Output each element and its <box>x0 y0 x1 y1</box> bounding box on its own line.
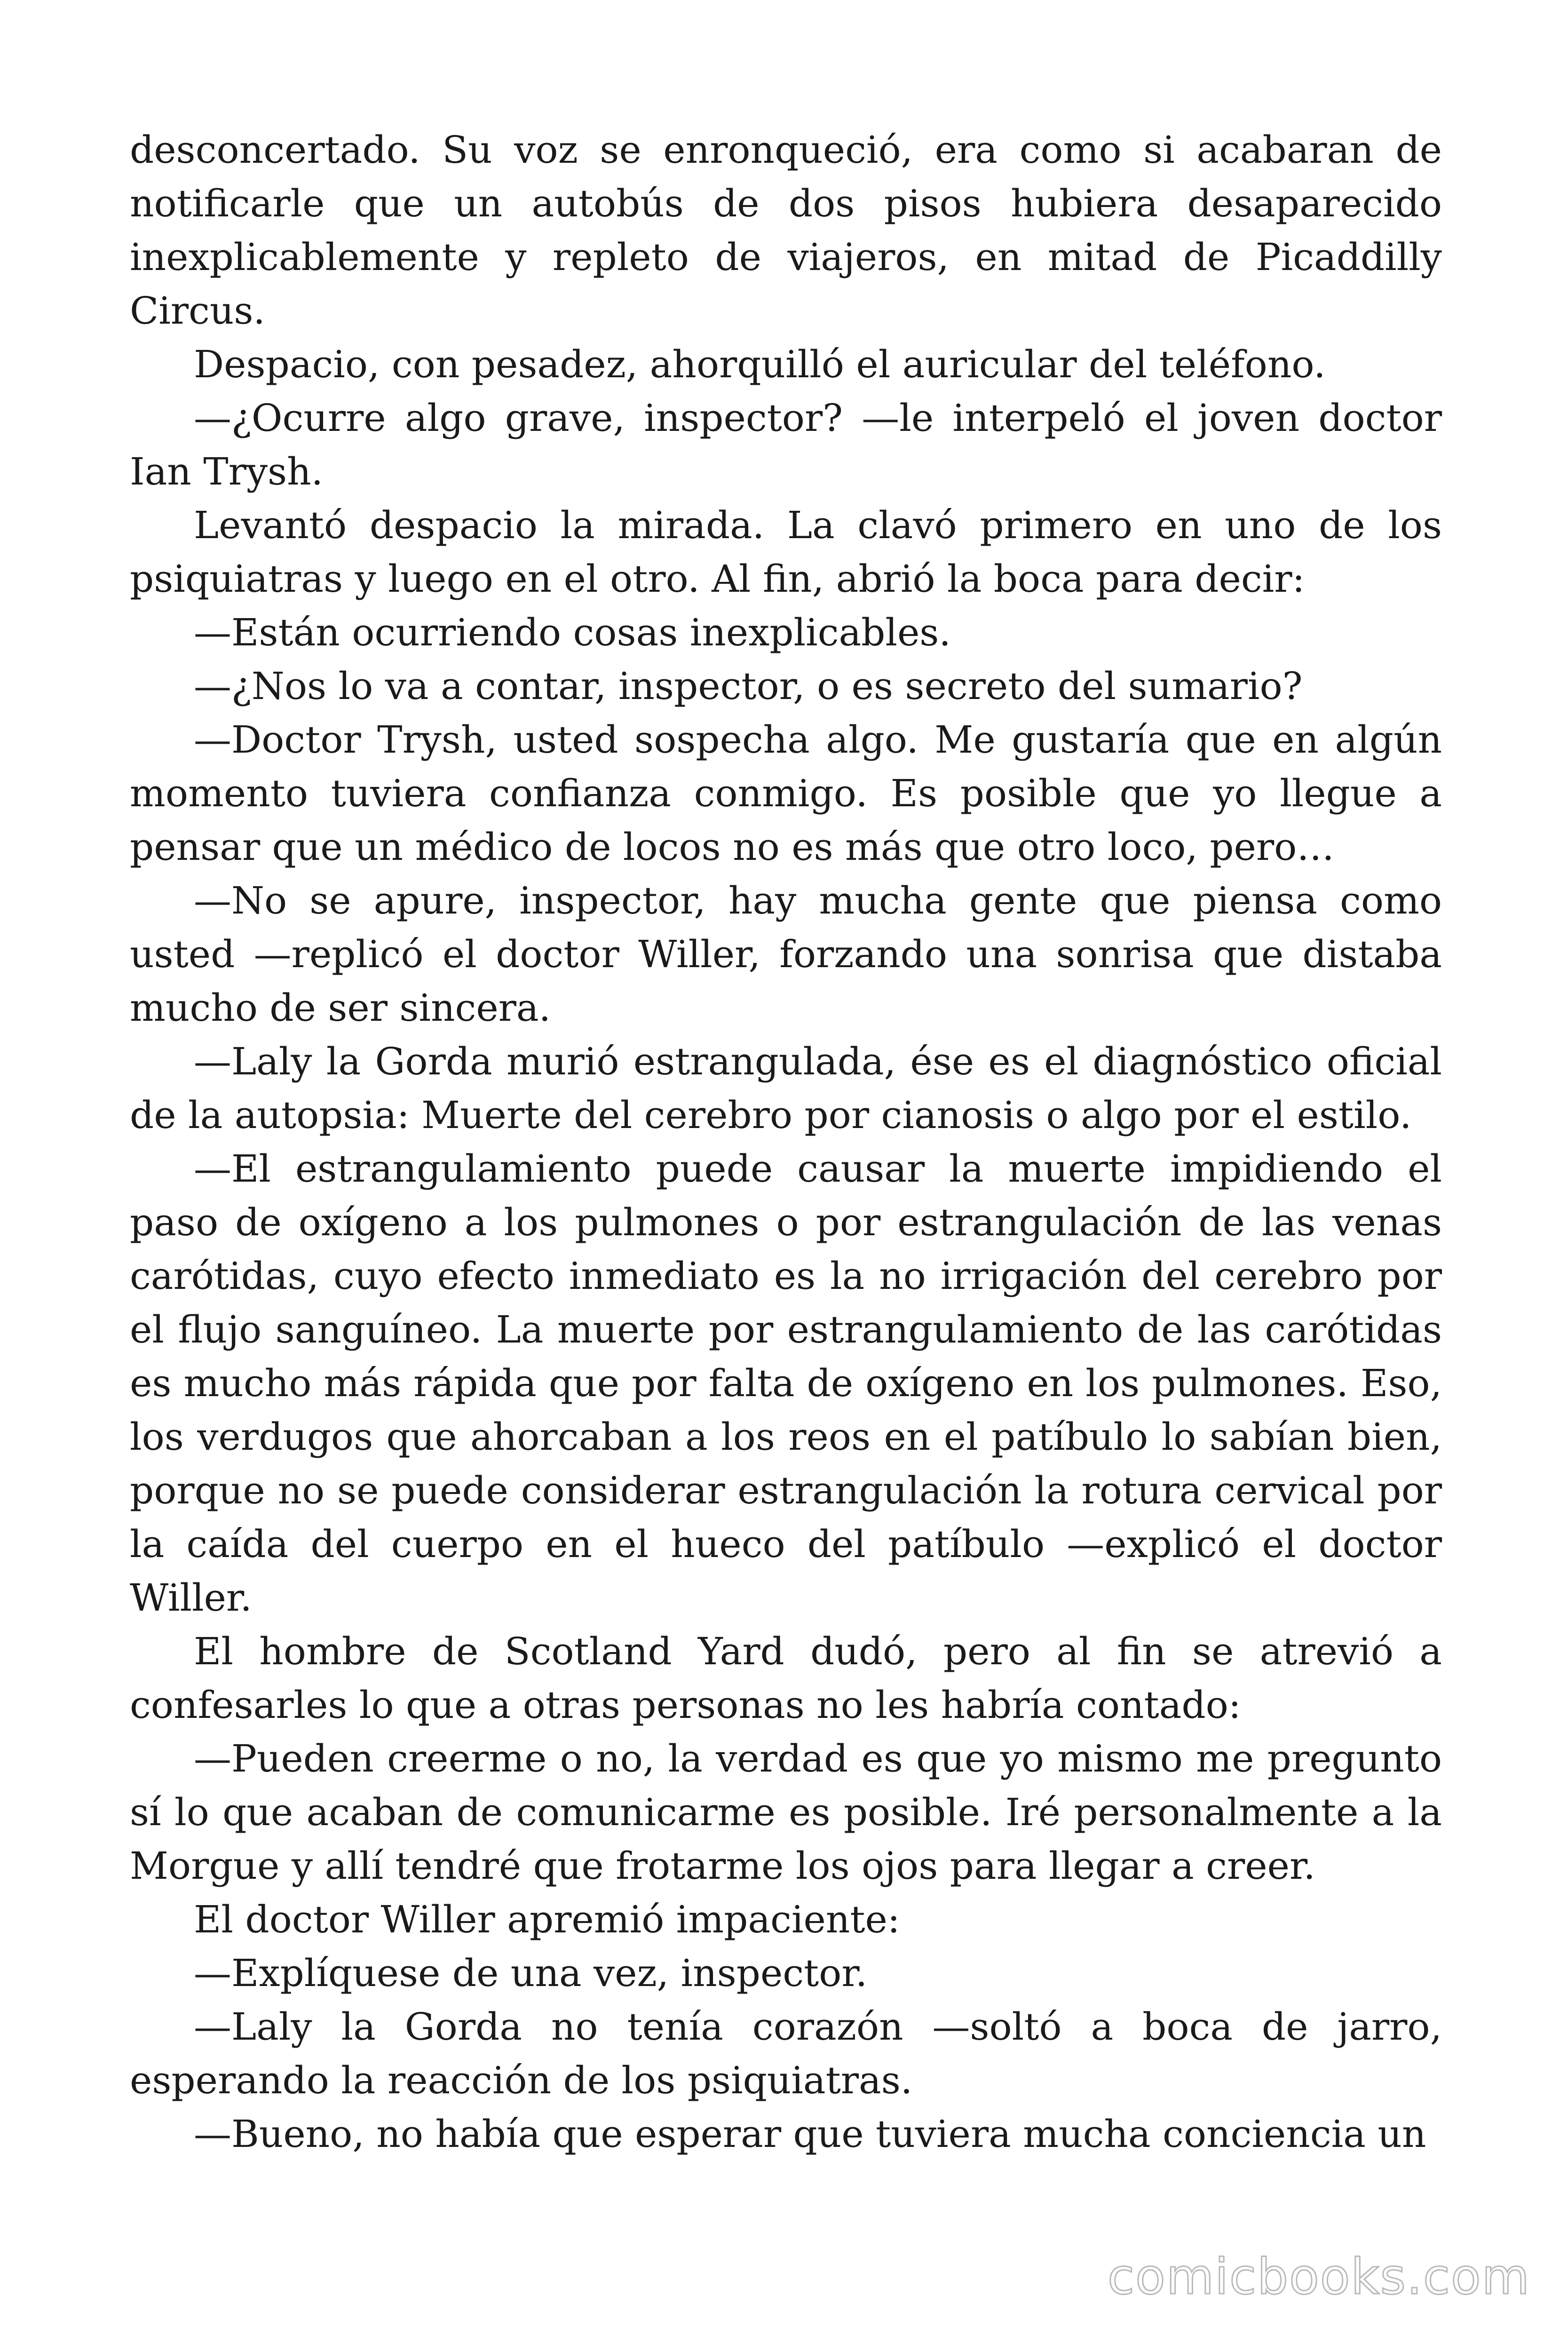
paragraph-15: —Laly la Gorda no tenía corazón —soltó a boca de jarro, esperando la reacción de los psiquiatras. <box>130 2005 1442 2102</box>
paragraph-2: Despacio, con pesadez, ahorquilló el auricular del teléfono. <box>194 342 1326 386</box>
paragraph-4: Levantó despacio la mirada. La clavó primero en uno de los psiquiatras y luego en el otro. Al fin, abrió la boca para decir: <box>130 503 1442 601</box>
paragraph-12: —Pueden creerme o no, la verdad es que yo mismo me pregunto sí lo que acaban de comunicarme es posible. Iré personalmente a la Morgue y allí tendré que frotarme los ojos para llegar a creer. <box>130 1737 1442 1888</box>
paragraph-10: —El estrangulamiento puede causar la muerte impidiendo el paso de oxígeno a los pulmones o por estrangulación de las venas carótidas, cuyo efecto inmediato es la no irrigación del cerebro por el flujo sanguíneo. La muerte por estrangulamiento de las carótidas es mucho más rápida que por falta de oxígeno en los pulmones. Eso, los verdugos que ahorcaban a los reos en el patíbulo lo sabían bien, porque no se puede considerar estrangulación la rotura cervical por la caída del cuerpo en el hueco del patíbulo —explicó el doctor Willer. <box>130 1147 1442 1620</box>
paragraph-9: —Laly la Gorda murió estrangulada, ése es el diagnóstico oficial de la autopsia: Muerte del cerebro por cianosis o algo por el estilo. <box>130 1040 1442 1137</box>
paragraph-8: —No se apure, inspector, hay mucha gente que piensa como usted —replicó el doctor Willer, forzando una sonrisa que distaba mucho de ser sincera. <box>130 879 1442 1030</box>
paragraph-11: El hombre de Scotland Yard dudó, pero al fin se atrevió a confesarles lo que a otras personas no les habría contado: <box>130 1629 1442 1727</box>
watermark: comicbooks.com <box>1107 2248 1530 2305</box>
paragraph-1: desconcertado. Su voz se enronqueció, era como si acabaran de notificarle que un autobús de dos pisos hubiera desaparecido inexplicablemente y repleto de viajeros, en mitad de Picaddilly Circus. <box>130 128 1442 333</box>
paragraph-5: —Están ocurriendo cosas inexplicables. <box>194 611 951 654</box>
paragraph-3: —¿Ocurre algo grave, inspector? —le interpeló el joven doctor Ian Trysh. <box>130 396 1442 493</box>
paragraph-13: El doctor Willer apremió impaciente: <box>194 1898 900 1941</box>
paragraph-7: —Doctor Trysh, usted sospecha algo. Me gustaría que en algún momento tuviera confianza conmigo. Es posible que yo llegue a pensar que un médico de locos no es más que otro loco, pero… <box>130 718 1442 869</box>
paragraph-14: —Explíquese de una vez, inspector. <box>194 1951 868 1995</box>
body-text <box>130 123 1442 2161</box>
paragraph-6: —¿Nos lo va a contar, inspector, o es secreto del sumario? <box>194 664 1303 708</box>
paragraph-16: —Bueno, no había que esperar que tuviera mucha conciencia un <box>194 2112 1426 2156</box>
